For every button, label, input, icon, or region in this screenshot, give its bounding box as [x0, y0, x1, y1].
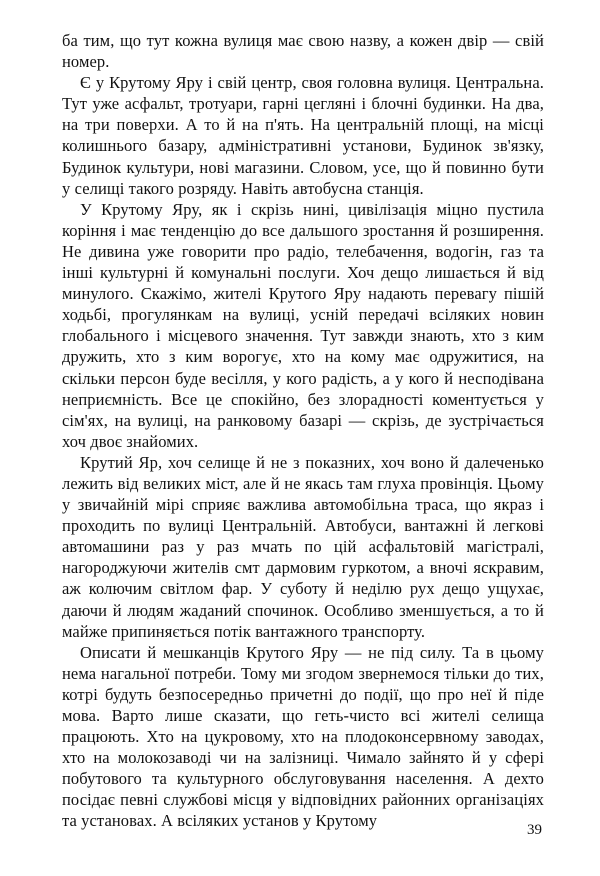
paragraph-4: Крутий Яр, хоч селище й не з показних, хоч воно й далеченько лежить від великих міст, але й не якась там глуха провінція. Цьому у звичайній мірі сприяє важлива автомобільна траса, що якраз і проходить по вулиці Центральній. Автобуси, вантажні й легкові автомашини раз у раз мчать по цій асфальтовій магістралі, нагороджуючи жителів смт дармовим гуркотом, а вночі яскравим, аж колючим світлом фар. У суботу й неділю рух дещо ущухає, даючи й людям жаданий спочинок. Особливо зменшується, а то й майже припиняється потік вантажного транспорту.: [62, 452, 544, 641]
paragraph-5: Описати й мешканців Крутого Яру — не під силу. Та в цьому нема нагальної потреби. Тому ми згодом звернемося тільки до тих, котрі будуть безпосередньо причетні до події, що про неї й піде мова. Варто лише сказати, що геть-чисто всі жителі селища працюють. Хто на цукровому, хто на плодоконсервному заводах, хто на молокозаводі чи на залізниці. Чимало зайнято й у сфері побутового та культурного обслуговування населення. А дехто посідає певні службові місця у відповідних районних організаціях та установах. А всіляких установ у Крутому: [62, 642, 544, 831]
body-text: [62, 30, 544, 832]
paragraph-2: Є у Крутому Яру і свій центр, своя головна вулиця. Центральна. Тут уже асфальт, тротуари, гарні цегляні і блочні будинки. На два, на три поверхи. А то й на п'ять. На центральній площі, на місці колишнього базару, адміністративні установи, Будинок зв'язку, Будинок культури, нові магазини. Словом, усе, що й повинно бути у селищі такого розряду. Навіть автобусна станція.: [62, 73, 544, 198]
paragraph-1: ба тим, що тут кожна вулиця має свою назву, а кожен двір — свій номер.: [62, 31, 544, 72]
page-number: 39: [527, 822, 542, 838]
paragraph-3: У Крутому Яру, як і скрізь нині, цивілізація міцно пустила коріння і має тенденцію до все дальшого зростання й розширення. Не дивина уже говорити про радіо, телебачення, водогін, газ та інші культурні й комунальні послуги. Хоч дещо лишається й від минулого. Скажімо, жителі Крутого Яру надають перевагу пішій ходьбі, прогулянкам на вулиці, усній передачі всіляких новин глобального і місцевого значення. Тут завжди знають, хто з ким дружить, хто з ким ворогує, хто на кому має одружитися, на скільки персон буде весілля, у кого радість, а у кого й несподівана неприємність. Все це спокійно, без злорадності коментується у сім'ях, на вулиці, на ранковому базарі — скрізь, де зустрічається хоч двоє знайомих.: [62, 199, 544, 451]
